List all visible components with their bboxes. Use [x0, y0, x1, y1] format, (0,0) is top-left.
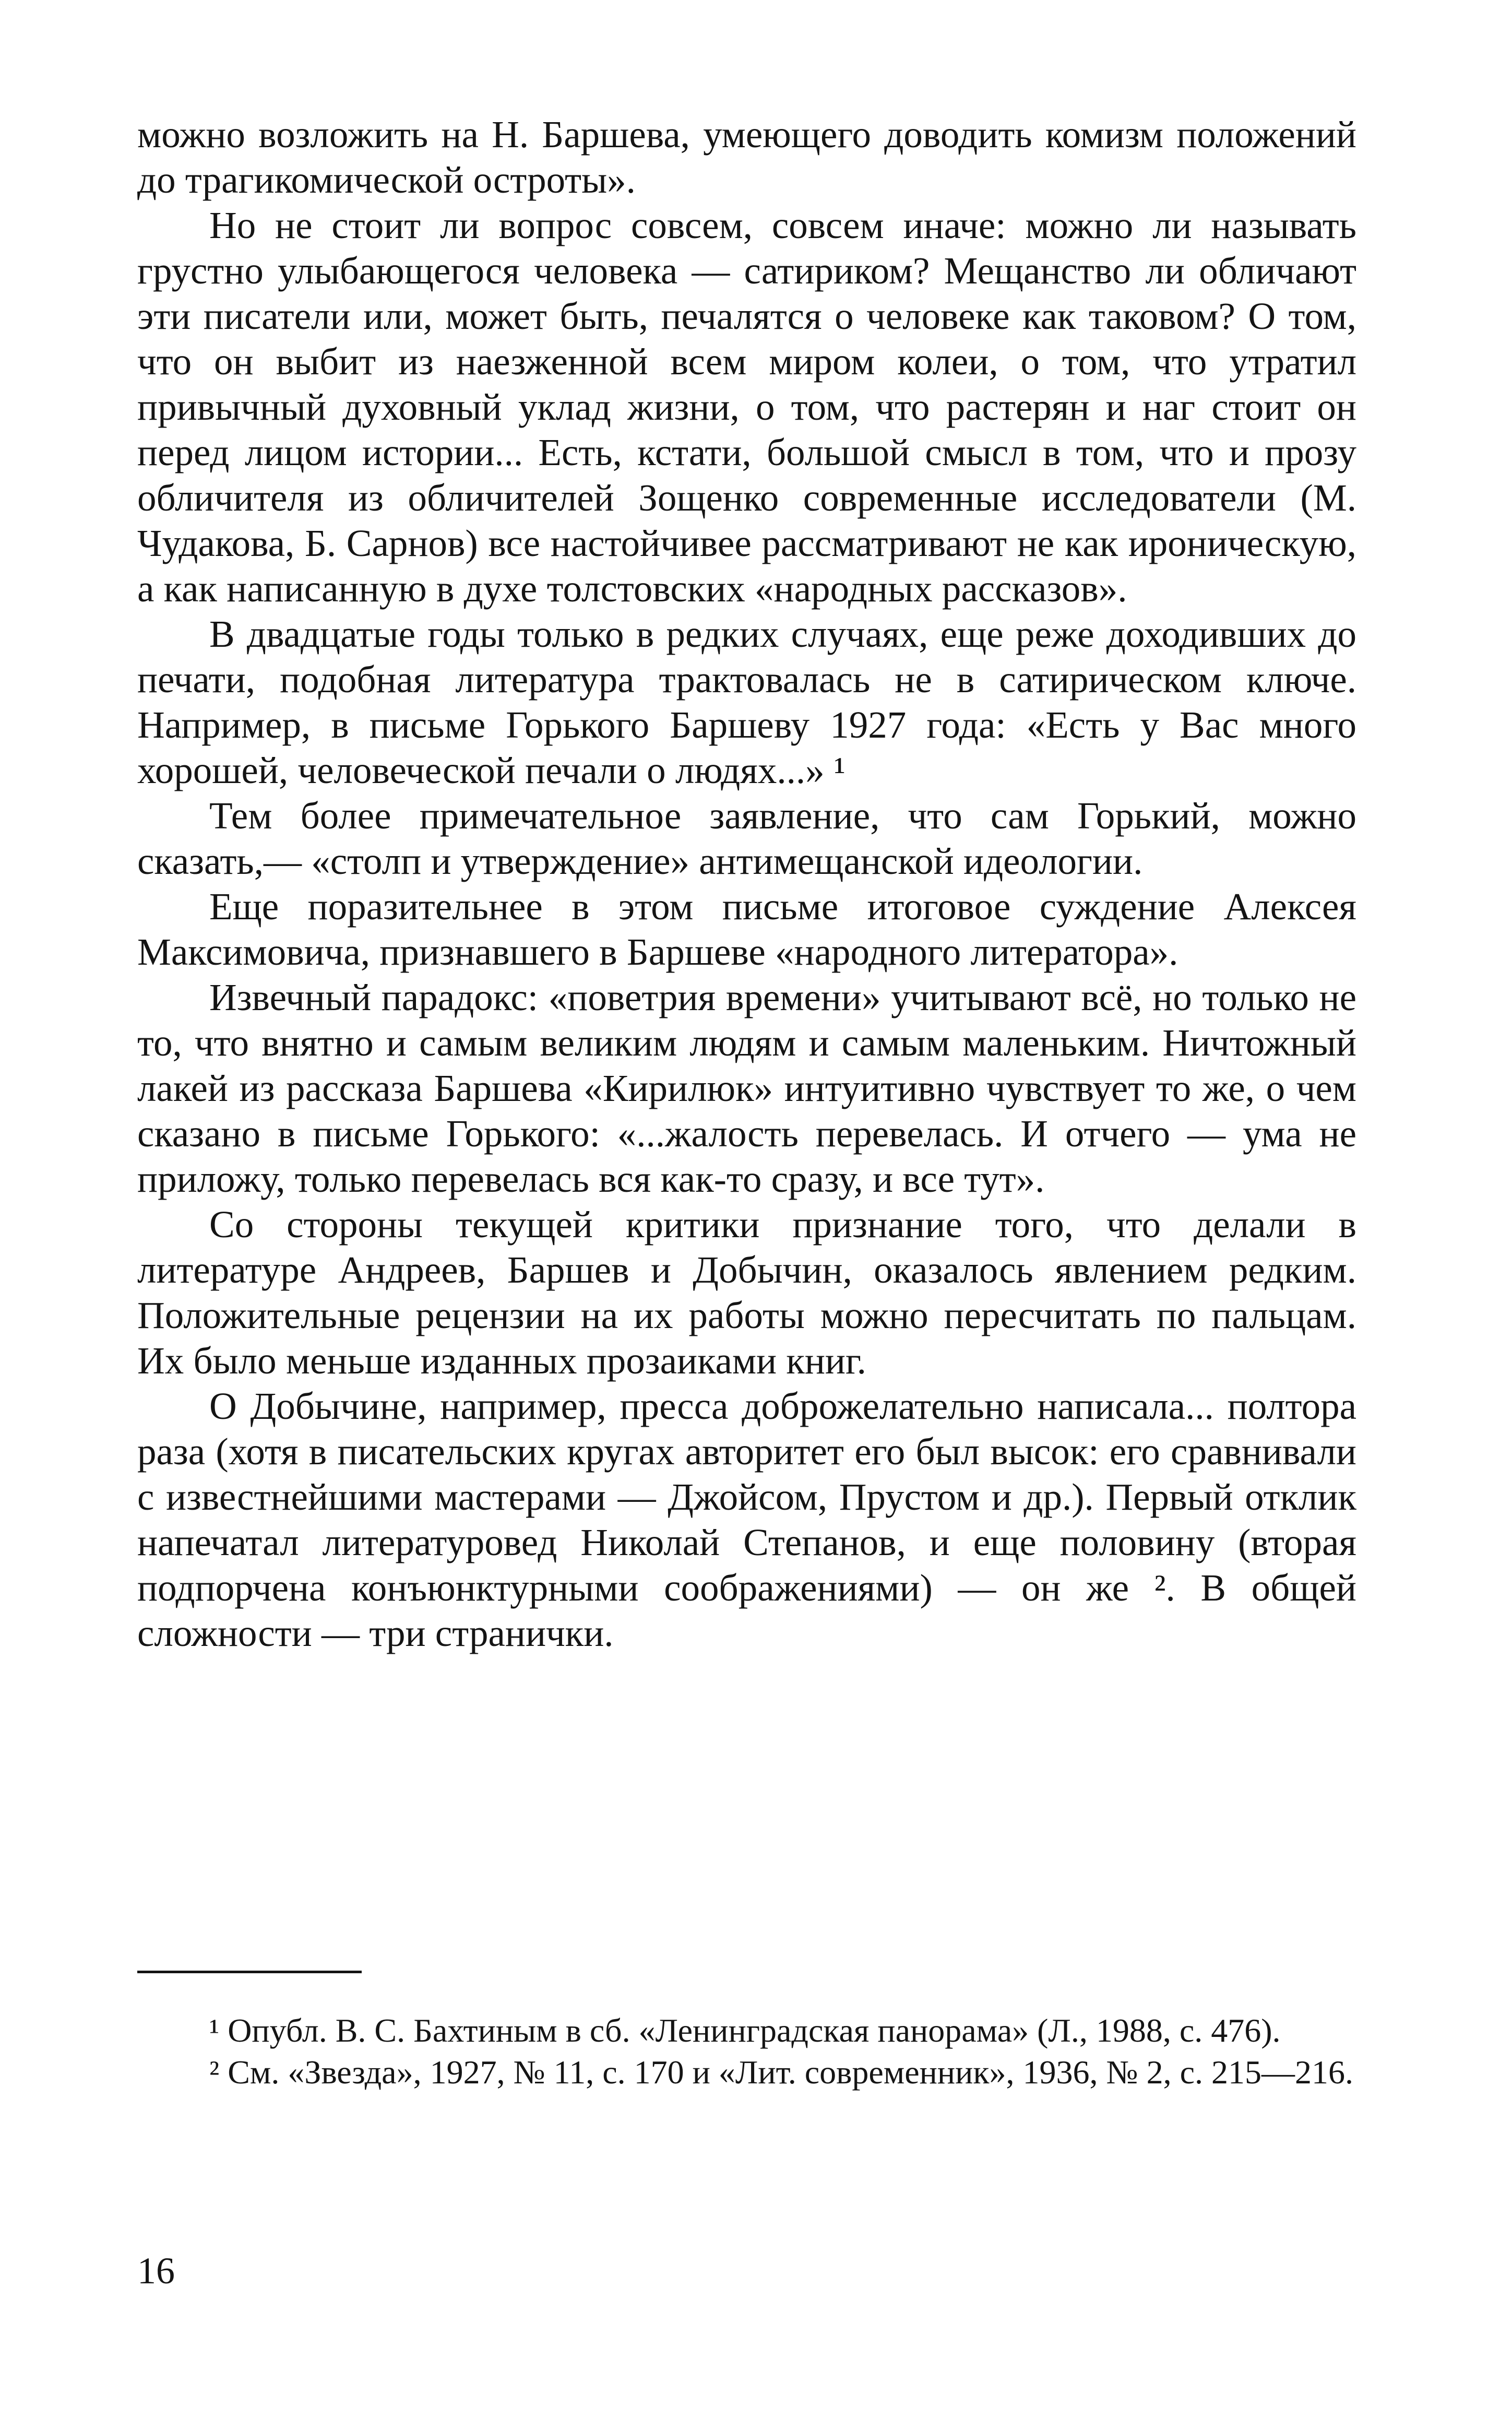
paragraph: О Добычине, например, пресса доброжелательно написала... полтора раза (хотя в писательских кругах авторитет его был высок: его сравнивали с известнейшими мастерами — Джойсом, Прустом и др.). Первый отклик напечатал литературовед Николай Степанов, и еще половину (вторая подпорчена конъюнктурными соображениями) — он же ². В общей сложности — три странички.	[137, 1385, 1356, 1654]
paragraph: Извечный парадокс: «поветрия времени» учитывают всё, но только не то, что внятно и самым великим людям и самым маленьким. Ничтожный лакей из рассказа Баршева «Кирилюк» интуитивно чувствует то же, о чем сказано в письме Горького: «...жалость перевелась. И отчего — ума не приложу, только перевелась вся как-то сразу, и все тут».	[137, 976, 1356, 1200]
paragraph: Со стороны текущей критики признание того, что делали в литературе Андреев, Баршев и Добычин, оказалось явлением редким. Положительные рецензии на их работы можно пересчитать по пальцам. Их было меньше изданных прозаиками книг.	[137, 1203, 1356, 1382]
paragraph: Тем более примечательное заявление, что сам Горький, можно сказать,— «столп и утверждение» антимещанской идеологии.	[137, 795, 1356, 882]
footnote: ¹ Опубл. В. С. Бахтиным в сб. «Ленинградская панорама» (Л., 1988, с. 476).	[209, 2012, 1281, 2049]
footnotes	[137, 2010, 1356, 2093]
paragraph: Еще поразительнее в этом письме итоговое суждение Алексея Максимовича, признавшего в Баршеве «народного литератора».	[137, 885, 1356, 973]
footnote-separator	[137, 1971, 362, 1973]
footnote: ² См. «Звезда», 1927, № 11, с. 170 и «Лит. современник», 1936, № 2, с. 215—216.	[209, 2054, 1353, 2091]
paragraph: Но не стоит ли вопрос совсем, совсем иначе: можно ли называть грустно улыбающегося человека — сатириком? Мещанство ли обличают эти писатели или, может быть, печалятся о человеке как таковом? О том, что он выбит из наезженной всем миром колеи, о том, что утратил привычный духовный уклад жизни, о том, что растерян и наг стоит он перед лицом истории... Есть, кстати, большой смысл в том, что и прозу обличителя из обличителей Зощенко современные исследователи (М. Чудакова, Б. Сарнов) все настойчивее рассматривают не как ироническую, а как написанную в духе толстовских «народных рассказов».	[137, 204, 1356, 610]
main-text	[137, 112, 1356, 1656]
paragraph: В двадцатые годы только в редких случаях, еще реже доходивших до печати, подобная литература трактовалась не в сатирическом ключе. Например, в письме Горького Баршеву 1927 года: «Есть у Вас много хорошей, человеческой печали о людях...» ¹	[137, 613, 1356, 791]
page-number: 16	[137, 2250, 175, 2292]
paragraph: можно возложить на Н. Баршева, умеющего доводить комизм положений до трагикомической остроты».	[137, 113, 1356, 201]
